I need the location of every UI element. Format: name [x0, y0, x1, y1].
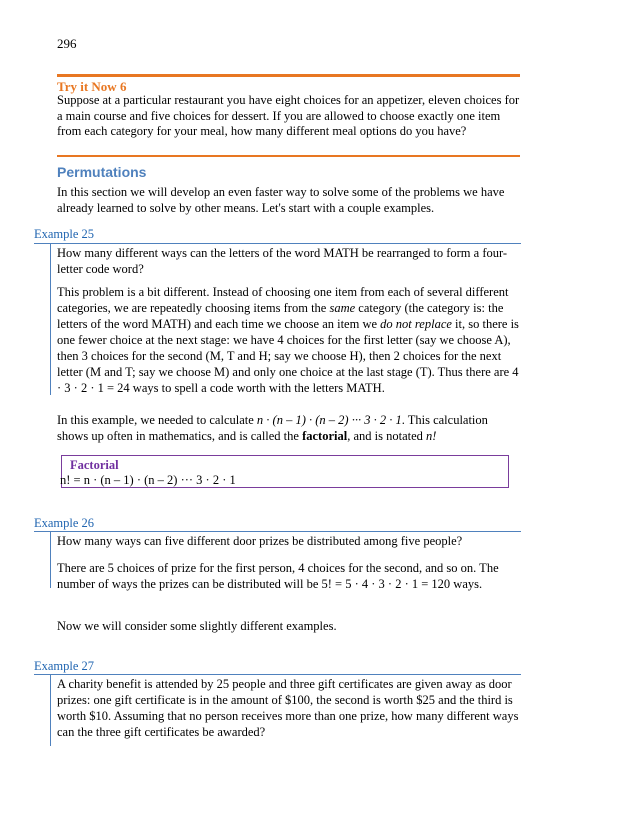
section-intro: In this section we will develop an even faster way to solve some of the problems we have already learned to solve by other means. Let's start with a couple examples.: [57, 185, 505, 215]
factorial-formula: n! = n · (n – 1) · (n – 2) ··· 3 · 2 · 1: [60, 473, 236, 487]
example-25-solution: [57, 284, 520, 396]
example-26-solution: There are 5 choices of prize for the first person, 4 choices for the second, and so on. The number of ways the prizes can be distributed will be 5! = 5 · 4 · 3 · 2 · 1 = 120 ways.: [57, 561, 499, 591]
try-it-body: Suppose at a particular restaurant you have eight choices for an appetizer, eleven choices for a main course and five choices for dessert. If you are allowed to choose exactly one item from each category for your meal, how many different meal options do you have?: [57, 93, 520, 138]
example-27-label: Example 27: [34, 659, 95, 673]
example-25-emphasis-same: same: [329, 301, 356, 315]
factorial-intro: [57, 412, 522, 444]
example-26-label: Example 26: [34, 516, 95, 530]
example-26-side-bar: [50, 531, 51, 588]
example-27-question: A charity benefit is attended by 25 people and three gift certificates are given away as door prizes: one gift certificate is in the amount of $100, the second is worth $25 and the third is worth $10. Assuming that no person receives more than one prize, how many different ways can the three gift certificates be awarded?: [57, 677, 519, 739]
example-26-rule: [34, 531, 521, 532]
example-27-side-bar: [50, 674, 51, 746]
example-25-side-bar: [50, 243, 51, 395]
try-it-top-rule: [57, 74, 520, 77]
factorial-intro-text-1: In this example, we needed to calculate: [57, 413, 257, 427]
example-25-solution-text-3: it, so there is one fewer choice at the next stage: we have 4 choices for the first letter (say we choose A), then 3 choices for the second (M, T and H; say we choose H), then 2 choices for the next letter (M and T; say we choose M) and only one choice at the last stage (T). Thus there are 4 · 3 · 2 · 1 = 24 ways to spell a code worth with the letters MATH.: [57, 317, 519, 395]
example-27-rule: [34, 674, 521, 675]
factorial-term: factorial: [302, 429, 348, 443]
example-25-solution-text-2: category (the category is: the letters of the word MATH) and each time we choose an item we: [57, 301, 504, 331]
factorial-box-title: Factorial: [70, 458, 119, 472]
section-heading: Permutations: [57, 164, 147, 180]
example-25-solution-text-1: This problem is a bit different. Instead of choosing one item from each of several different categories, we are repeatedly choosing items from the: [57, 285, 509, 315]
factorial-intro-text-3: , and is notated: [347, 429, 427, 443]
factorial-intro-text-2: . This calculation shows up often in mathematics, and is called the: [57, 413, 488, 443]
example-25-question: How many different ways can the letters of the word MATH be rearranged to form a four-letter code word?: [57, 246, 508, 276]
example-25-label: Example 25: [34, 227, 95, 241]
page-number: 296: [57, 36, 77, 51]
example-25-emphasis-no-replace: do not replace: [380, 317, 452, 331]
example-26-question: How many ways can five different door prizes be distributed among five people?: [57, 534, 463, 548]
example-25-rule: [34, 243, 521, 244]
try-it-bottom-rule: [57, 155, 520, 157]
factorial-intro-expression: n · (n – 1) · (n – 2) ··· 3 · 2 · 1: [256, 413, 402, 427]
transition-text: Now we will consider some slightly different examples.: [57, 619, 337, 633]
try-it-title: Try it Now 6: [57, 79, 127, 94]
factorial-notation: n!: [426, 429, 437, 443]
